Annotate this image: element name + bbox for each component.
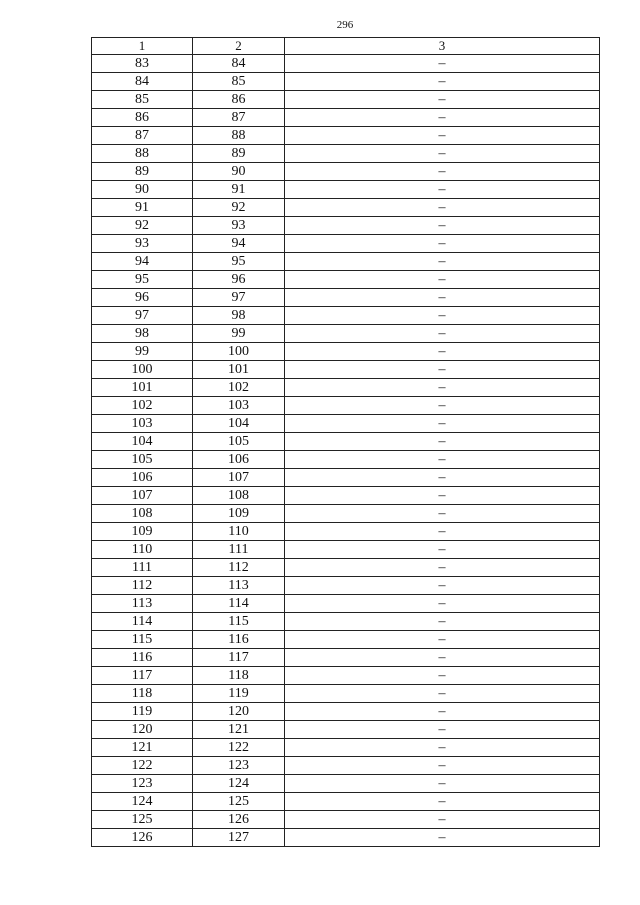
table-cell-col-3: – xyxy=(285,469,600,487)
table-cell-col-3: – xyxy=(285,307,600,325)
table-row xyxy=(92,757,600,775)
table-cell-col-1: 92 xyxy=(92,217,193,235)
table-cell-col-2: 93 xyxy=(193,217,285,235)
table-cell-col-3: – xyxy=(285,775,600,793)
table-cell-col-1: 84 xyxy=(92,73,193,91)
table-row xyxy=(92,541,600,559)
table-cell-col-2: 105 xyxy=(193,433,285,451)
table-cell-col-2: 99 xyxy=(193,325,285,343)
table-cell-col-1: 120 xyxy=(92,721,193,739)
table-row xyxy=(92,523,600,541)
table-cell-col-1: 94 xyxy=(92,253,193,271)
table-cell-col-1: 89 xyxy=(92,163,193,181)
table-cell-col-1: 97 xyxy=(92,307,193,325)
table-row xyxy=(92,721,600,739)
table-cell-col-1: 119 xyxy=(92,703,193,721)
table-row xyxy=(92,397,600,415)
table-row xyxy=(92,613,600,631)
table-row xyxy=(92,307,600,325)
table-cell-col-2: 127 xyxy=(193,829,285,847)
table-cell-col-2: 118 xyxy=(193,667,285,685)
table-row xyxy=(92,145,600,163)
table-cell-col-3: – xyxy=(285,181,600,199)
table-cell-col-3: – xyxy=(285,145,600,163)
table-cell-col-3: – xyxy=(285,793,600,811)
table-cell-col-2: 90 xyxy=(193,163,285,181)
table-cell-col-1: 88 xyxy=(92,145,193,163)
table-cell-col-1: 104 xyxy=(92,433,193,451)
table-cell-col-2: 116 xyxy=(193,631,285,649)
table-row xyxy=(92,577,600,595)
table-cell-col-1: 83 xyxy=(92,55,193,73)
table-cell-col-2: 114 xyxy=(193,595,285,613)
table-cell-col-2: 113 xyxy=(193,577,285,595)
table-cell-col-3: – xyxy=(285,613,600,631)
table-cell-col-3: – xyxy=(285,703,600,721)
table-row xyxy=(92,595,600,613)
table-cell-col-1: 85 xyxy=(92,91,193,109)
table-cell-col-2: 112 xyxy=(193,559,285,577)
table-cell-col-1: 114 xyxy=(92,613,193,631)
table-cell-col-3: – xyxy=(285,343,600,361)
table-cell-col-2: 102 xyxy=(193,379,285,397)
table-cell-col-3: – xyxy=(285,577,600,595)
table-row xyxy=(92,127,600,145)
table-cell-col-3: – xyxy=(285,559,600,577)
table-cell-col-1: 103 xyxy=(92,415,193,433)
table-cell-col-2: 96 xyxy=(193,271,285,289)
table-cell-col-3: – xyxy=(285,487,600,505)
table-cell-col-1: 108 xyxy=(92,505,193,523)
column-header-3: 3 xyxy=(285,38,600,55)
table-row xyxy=(92,811,600,829)
table-cell-col-1: 116 xyxy=(92,649,193,667)
table-row xyxy=(92,469,600,487)
table-cell-col-1: 90 xyxy=(92,181,193,199)
table-row xyxy=(92,217,600,235)
table-cell-col-2: 109 xyxy=(193,505,285,523)
table-row xyxy=(92,505,600,523)
table-cell-col-3: – xyxy=(285,433,600,451)
table-cell-col-3: – xyxy=(285,109,600,127)
table-header-row xyxy=(92,38,600,55)
page-number: 296 xyxy=(336,19,354,31)
table-cell-col-2: 87 xyxy=(193,109,285,127)
table-cell-col-3: – xyxy=(285,415,600,433)
table-cell-col-1: 95 xyxy=(92,271,193,289)
table-cell-col-2: 117 xyxy=(193,649,285,667)
table-cell-col-2: 121 xyxy=(193,721,285,739)
table-cell-col-3: – xyxy=(285,757,600,775)
table-row xyxy=(92,775,600,793)
table-cell-col-2: 88 xyxy=(193,127,285,145)
table-cell-col-3: – xyxy=(285,523,600,541)
table-row xyxy=(92,703,600,721)
table-cell-col-2: 111 xyxy=(193,541,285,559)
table-cell-col-1: 100 xyxy=(92,361,193,379)
table-row xyxy=(92,829,600,847)
table-cell-col-3: – xyxy=(285,397,600,415)
table-cell-col-2: 108 xyxy=(193,487,285,505)
table-row xyxy=(92,667,600,685)
table-row xyxy=(92,253,600,271)
table-cell-col-2: 120 xyxy=(193,703,285,721)
table-cell-col-3: – xyxy=(285,55,600,73)
table-cell-col-3: – xyxy=(285,667,600,685)
table-cell-col-3: – xyxy=(285,325,600,343)
table-row xyxy=(92,289,600,307)
table-cell-col-2: 126 xyxy=(193,811,285,829)
table-cell-col-1: 117 xyxy=(92,667,193,685)
table-cell-col-3: – xyxy=(285,127,600,145)
table-cell-col-1: 125 xyxy=(92,811,193,829)
table-cell-col-1: 107 xyxy=(92,487,193,505)
table-row xyxy=(92,487,600,505)
table-cell-col-1: 99 xyxy=(92,343,193,361)
table-cell-col-2: 123 xyxy=(193,757,285,775)
table-row xyxy=(92,559,600,577)
table-row xyxy=(92,91,600,109)
table-cell-col-3: – xyxy=(285,217,600,235)
table-row xyxy=(92,325,600,343)
table-row xyxy=(92,793,600,811)
table-row xyxy=(92,109,600,127)
table-cell-col-1: 93 xyxy=(92,235,193,253)
table-row xyxy=(92,739,600,757)
table-row xyxy=(92,73,600,91)
table-row xyxy=(92,631,600,649)
table-cell-col-2: 124 xyxy=(193,775,285,793)
table-cell-col-2: 89 xyxy=(193,145,285,163)
table-row xyxy=(92,451,600,469)
table-cell-col-3: – xyxy=(285,739,600,757)
table-row xyxy=(92,163,600,181)
table-cell-col-3: – xyxy=(285,829,600,847)
table-cell-col-2: 119 xyxy=(193,685,285,703)
table-cell-col-1: 113 xyxy=(92,595,193,613)
table-cell-col-2: 110 xyxy=(193,523,285,541)
table-cell-col-2: 107 xyxy=(193,469,285,487)
table-cell-col-1: 124 xyxy=(92,793,193,811)
table-row xyxy=(92,379,600,397)
table-cell-col-3: – xyxy=(285,541,600,559)
table-cell-col-2: 92 xyxy=(193,199,285,217)
table-row xyxy=(92,649,600,667)
table-cell-col-1: 126 xyxy=(92,829,193,847)
table-cell-col-3: – xyxy=(285,73,600,91)
table-cell-col-1: 102 xyxy=(92,397,193,415)
table-cell-col-2: 91 xyxy=(193,181,285,199)
table-cell-col-1: 110 xyxy=(92,541,193,559)
table-cell-col-3: – xyxy=(285,595,600,613)
table-cell-col-1: 118 xyxy=(92,685,193,703)
table-cell-col-1: 123 xyxy=(92,775,193,793)
column-header-1: 1 xyxy=(92,38,193,55)
table-cell-col-1: 106 xyxy=(92,469,193,487)
table-cell-col-3: – xyxy=(285,163,600,181)
table-cell-col-1: 105 xyxy=(92,451,193,469)
table-cell-col-2: 98 xyxy=(193,307,285,325)
table-cell-col-3: – xyxy=(285,91,600,109)
table-cell-col-2: 97 xyxy=(193,289,285,307)
table-cell-col-2: 101 xyxy=(193,361,285,379)
table-row xyxy=(92,433,600,451)
table-cell-col-3: – xyxy=(285,631,600,649)
table-cell-col-2: 84 xyxy=(193,55,285,73)
table-cell-col-1: 101 xyxy=(92,379,193,397)
table-row xyxy=(92,415,600,433)
table-cell-col-3: – xyxy=(285,685,600,703)
table-cell-col-3: – xyxy=(285,235,600,253)
table-cell-col-2: 85 xyxy=(193,73,285,91)
table-row xyxy=(92,685,600,703)
table-cell-col-2: 94 xyxy=(193,235,285,253)
table-cell-col-2: 125 xyxy=(193,793,285,811)
table-row xyxy=(92,361,600,379)
table-cell-col-1: 121 xyxy=(92,739,193,757)
table-cell-col-2: 106 xyxy=(193,451,285,469)
table-cell-col-3: – xyxy=(285,505,600,523)
table-cell-col-2: 100 xyxy=(193,343,285,361)
table-row xyxy=(92,199,600,217)
table-cell-col-3: – xyxy=(285,271,600,289)
table-row xyxy=(92,271,600,289)
table-cell-col-3: – xyxy=(285,811,600,829)
table-cell-col-3: – xyxy=(285,253,600,271)
table-cell-col-2: 103 xyxy=(193,397,285,415)
table-cell-col-1: 115 xyxy=(92,631,193,649)
table-cell-col-2: 122 xyxy=(193,739,285,757)
table-cell-col-1: 86 xyxy=(92,109,193,127)
table-cell-col-3: – xyxy=(285,289,600,307)
table-cell-col-3: – xyxy=(285,361,600,379)
table-cell-col-1: 112 xyxy=(92,577,193,595)
table-cell-col-2: 115 xyxy=(193,613,285,631)
table-row xyxy=(92,55,600,73)
table-row xyxy=(92,343,600,361)
table-cell-col-1: 111 xyxy=(92,559,193,577)
table-cell-col-2: 95 xyxy=(193,253,285,271)
table-cell-col-1: 87 xyxy=(92,127,193,145)
table-cell-col-1: 98 xyxy=(92,325,193,343)
table-row xyxy=(92,235,600,253)
table-cell-col-3: – xyxy=(285,451,600,469)
column-header-2: 2 xyxy=(193,38,285,55)
table-cell-col-3: – xyxy=(285,649,600,667)
table-cell-col-1: 122 xyxy=(92,757,193,775)
table-cell-col-3: – xyxy=(285,379,600,397)
table-row xyxy=(92,181,600,199)
table-cell-col-1: 109 xyxy=(92,523,193,541)
table-cell-col-3: – xyxy=(285,721,600,739)
table-cell-col-1: 96 xyxy=(92,289,193,307)
table-cell-col-2: 86 xyxy=(193,91,285,109)
table-body xyxy=(92,55,600,847)
table-cell-col-2: 104 xyxy=(193,415,285,433)
data-table xyxy=(91,37,600,847)
table-cell-col-1: 91 xyxy=(92,199,193,217)
table-cell-col-3: – xyxy=(285,199,600,217)
